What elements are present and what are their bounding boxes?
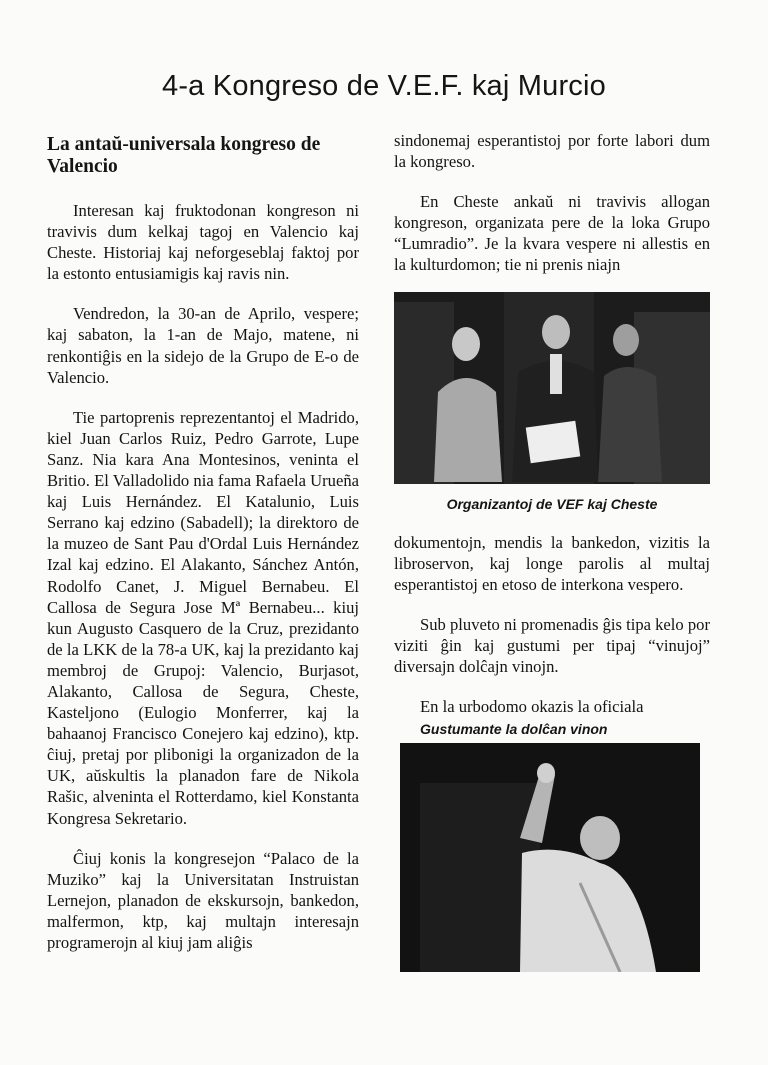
paragraph-participants: Tie partoprenis reprezentantoj el Madrido, kiel Juan Carlos Ruiz, Pedro Garrote, Lupe Sanz. Nia kara Ana Montesinos, veninta el Britio. El Valladolido nia fama Rafaela Urueña kaj Luis Hernández. El Katalunio, Luis Serrano kaj edzino (Sabadell); la direktoro de la muzeo de Sant Pau d'Ordal Luis Hernández Izal kaj edzino. El Alakanto, Sánchez Antón, Rodolfo Canet, J. Miguel Bernabeu. El Callosa de Segura Jose Mª Bernabeu... kiuj kun Augusto Casquero de la Cruz, prezidanto de la LKK de la 78-a UK, kaj la prezidanto kaj membroj de Grupoj: Valencio, Burjasot, Alakanto, Callosa de Segura, Cheste, Kasteljono (Eulogio Monferrer, kaj la bahaanoj Francisco Conejero kaj edzino), ktp. ĉiuj, pretaj por plibonigi la organizadon de la UK, aŭskultis la planadon fare de Nikola Rašic, alveninta el Rotterdamo, kiel Konstanta Kongresa Sekretario. xyxy=(47,407,359,828)
paragraph-venue: Ĉiuj konis la kongresejon “Palaco de la Muziko” kaj la Universitatan Instruistan Lernejon, planadon de ekskursojn, bankedon, malfermon, ktp, kaj multajn interesajn programerojn al kiuj jam aliĝis xyxy=(47,848,359,952)
paragraph-intro: Interesan kaj fruktodonan kongreson ni travivis dum kelkaj tagoj en Valencio kaj Cheste. Historiaj kaj neforgeseblaj faktoj por la estonto entusiamigis kaj ravis nin. xyxy=(47,201,359,284)
paragraph-continued: sindonemaj esperantistoj por forte labori dum la kongreso. xyxy=(394,131,710,172)
paragraph-documents: dokumentojn, mendis la bankedon, vizitis la libroservon, kaj longe parolis al multaj esperantistoj en etoso de interkona vespero. xyxy=(394,532,710,594)
paragraph-town-hall: En la urbodomo okazis la oficiala xyxy=(420,697,644,717)
photo-organizers-caption: Organizantoj de VEF kaj Cheste xyxy=(446,495,658,512)
photo-tasting-caption: Gustumante la dolĉan vinon xyxy=(420,721,608,738)
page-title: 4-a Kongreso de V.E.F. kaj Murcio xyxy=(162,70,606,102)
paragraph-cheste: En Cheste ankaŭ ni travivis allogan kongreson, organizata pere de la loka Grupo “Lumradio”. Je la kvara vespere ni allestis en la kulturdomon; tie ni prenis niajn xyxy=(394,192,710,275)
photo-tasting xyxy=(400,743,700,972)
photo-organizers xyxy=(394,292,710,484)
left-column xyxy=(47,130,359,972)
right-column xyxy=(394,130,710,972)
photo-tasting-image xyxy=(400,743,700,972)
paragraph-meeting-date: Vendredon, la 30-an de Aprilo, vespere; kaj sabaton, la 1-an de Majo, matene, ni renkontiĝis en la sidejo de la Grupo de E-o de Valencio. xyxy=(47,304,359,387)
paragraph-cellar: Sub pluveto ni promenadis ĝis tipa kelo por viziti ĝin kaj gustumi per tipaj “vinujoj” diversajn dolĉajn vinojn. xyxy=(394,614,710,677)
photo-organizers-image xyxy=(394,292,710,484)
article-heading: La antaŭ-universala kongreso de Valencio xyxy=(47,134,321,177)
